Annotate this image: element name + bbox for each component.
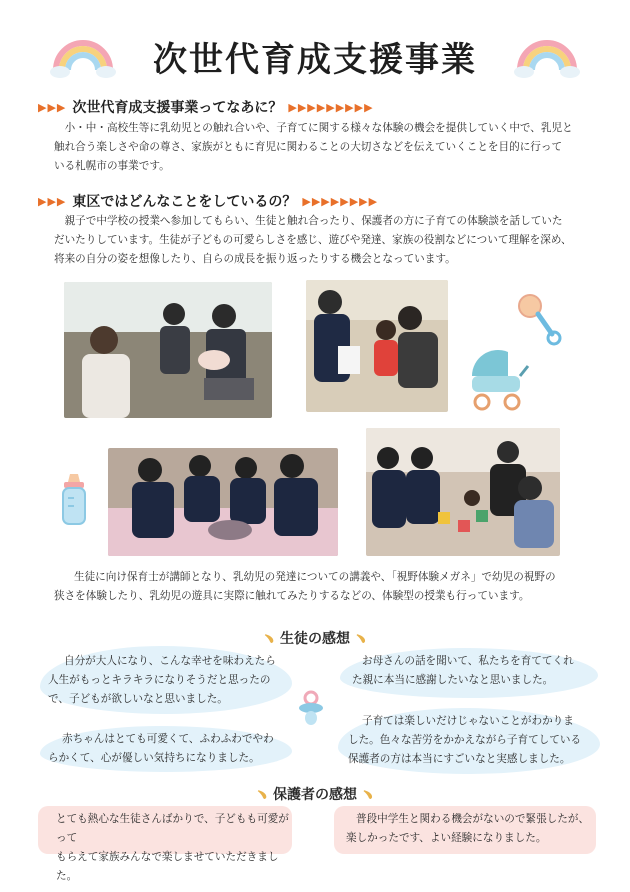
photo-students-playing-with-toys (366, 428, 560, 556)
section-heading-activities (38, 191, 378, 211)
activities-paragraph (54, 212, 614, 269)
caption-line: 生徒に向け保育士が講師となり、乳幼児の発達についての講義や、「視野体験メガネ」で幼児の視野の (74, 571, 556, 583)
parent-comment-2: 普段中学生と関わる機会がないので緊張したが、 楽しかったです、よい経験になりました。 (346, 813, 590, 844)
page-title: 次世代育成支援事業 (153, 40, 477, 80)
arrow-decoration: ▶▶▶ (38, 100, 67, 114)
arrow-decoration: ▶▶▶▶▶▶▶▶▶ (288, 100, 374, 114)
heading-text: 東区ではどんなことをしているの？ (72, 194, 297, 210)
parents-title-text: 保護者の感想 (273, 787, 357, 803)
photo-students-with-baby (64, 282, 272, 418)
student-comment-1: 自分が大人になり、こんな幸せを味わえたら 人生がもっとキラキラになりそうだと思ったの で、子どもが欲しいなと思いました。 (48, 655, 276, 705)
arrow-decoration: ▶▶▶ (38, 194, 67, 208)
parents-section-title: ﹅ 保護者の感想 ﹅ (256, 787, 374, 803)
baby-bottle-icon (58, 472, 90, 526)
parent-comment-1: とても熱心な生徒さんばかりで、子どもも可愛がって もらえて家族みんなで楽しませていただきました。 (56, 813, 289, 882)
student-comment-2: お母さんの話を聞いて、私たちを育ててくれ た親に本当に感謝したいなと思いました。 (352, 655, 574, 686)
students-section-title: ﹅ 生徒の感想 ﹅ (263, 631, 367, 647)
paragraph-line: 将来の自分の姿を想像したり、自らの成長を振り返ったりする機会となっています。 (54, 253, 456, 265)
paragraph-line: 小・中・高校生等に乳幼児との触れ合いや、子育てに関する様々な体験の機会を提供していく中で、乳児と (54, 122, 573, 134)
stroller-icon (468, 346, 530, 412)
photo-student-reading-to-child (306, 280, 448, 412)
rattle-icon (516, 290, 562, 348)
heading-text: 次世代育成支援事業ってなあに？ (72, 100, 283, 116)
pacifier-icon (296, 690, 326, 726)
arrow-decoration: ▶▶▶▶▶▶▶▶ (302, 194, 379, 208)
paragraph-line: だいたりしています。生徒が子どもの可愛らしさを感じ、遊びや発達、家族の役割などについて理解を深め、 (54, 234, 572, 246)
photo-students-around-baby (108, 448, 338, 556)
about-paragraph (54, 119, 614, 176)
students-title-text: 生徒の感想 (280, 631, 350, 647)
paragraph-line: 触れ合う楽しさや命の尊さ、家族がともに育児に関わることの大切さなどを伝えていくことを目的に行って (54, 141, 563, 153)
student-comment-3: 赤ちゃんはとても可愛くて、ふわふわでやわ らかくて、心が優しい気持ちになりました。 (48, 733, 274, 764)
caption-line: 狭さを体験したり、乳幼児の遊具に実際に触れてみたりするなどの、体験型の授業も行っています。 (54, 590, 530, 602)
photo-caption (54, 568, 614, 606)
rainbow-icon (514, 36, 580, 80)
paragraph-line: 親子で中学校の授業へ参加してもらい、生徒と触れ合ったり、保護者の方に子育ての体験談を話していた (54, 215, 563, 227)
paragraph-line: いる札幌市の事業です。 (54, 160, 170, 172)
section-heading-about (38, 97, 374, 117)
student-comment-4: 子育ては楽しいだけじゃないことがわかりま した。色々な苦労をかかえながら子育てしている 保護者の方は本当にすごいなと実感しました。 (348, 715, 582, 765)
